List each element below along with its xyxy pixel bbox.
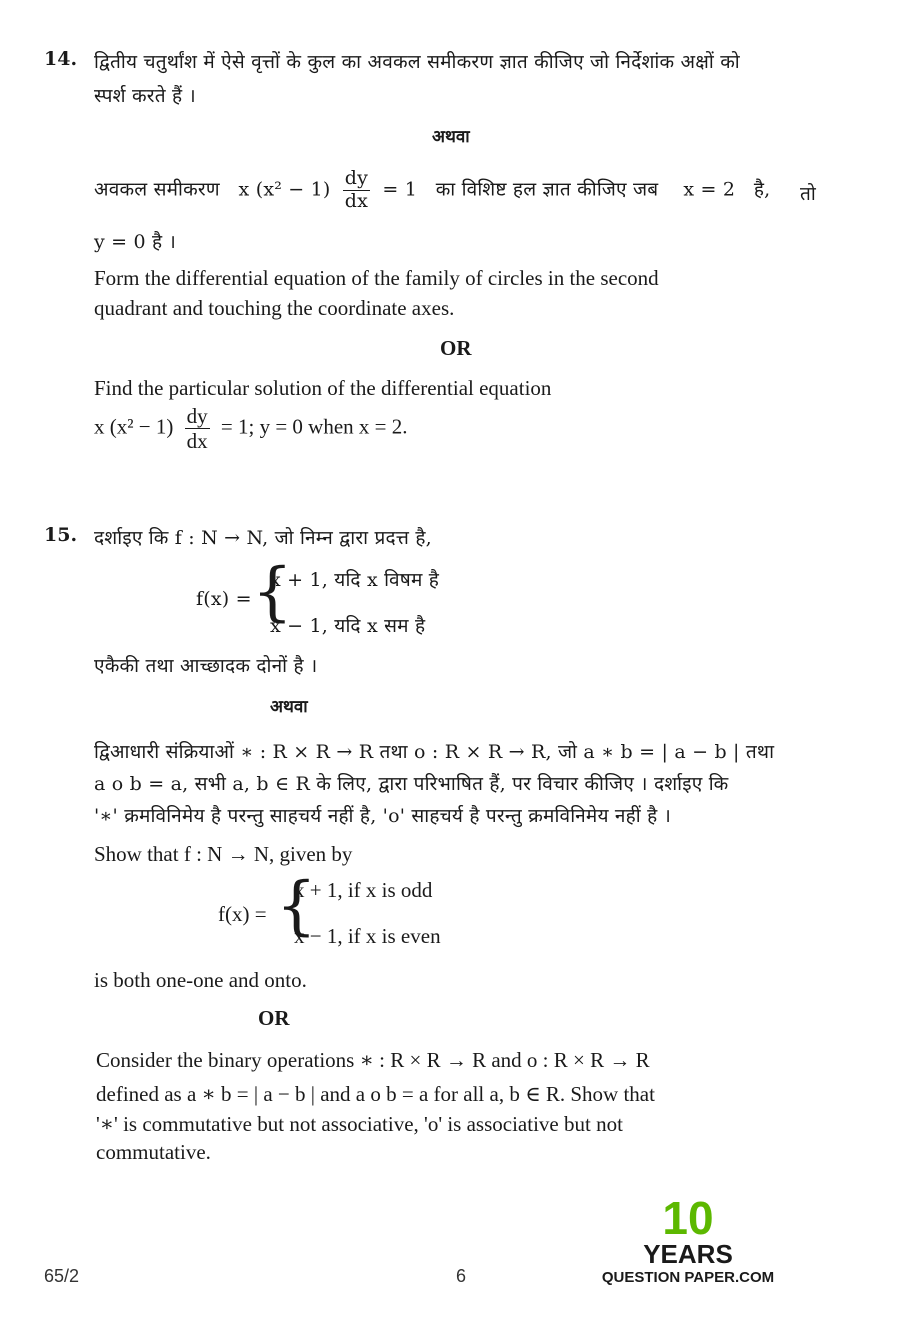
q14-english-or-line-1: Find the particular solution of the differential equation	[94, 376, 552, 400]
q15-english-fx: f(x) =	[218, 902, 267, 926]
q14-english-line-1: Form the differential equation of the family of circles in the second	[94, 266, 659, 290]
q14-hindi-or-eq-left: x (x² − 1)	[238, 178, 331, 201]
q14-hindi-or-condition: x = 2	[683, 178, 736, 201]
q14-english-line-2: quadrant and touching the coordinate axes.	[94, 296, 455, 320]
q14-hindi-or-derivative	[343, 168, 370, 213]
q14-english-or-equation	[94, 404, 408, 453]
question-number-15: 15.	[44, 524, 78, 546]
q14-or-separator: OR	[440, 336, 472, 360]
q15-hindi-left-brace: {	[252, 555, 293, 629]
q15-hindi-or-line-1: द्विआधारी संक्रियाओं ∗ : R × R → R तथा o : R × R → R, जो a ∗ b = | a − b | तथा	[94, 741, 775, 763]
q14-hindi-line-2: स्पर्श करते हैं ।	[94, 85, 196, 107]
q14-english-or-eq-right: = 1; y = 0 when x = 2.	[220, 414, 408, 439]
q15-or-separator: OR	[258, 1006, 290, 1030]
logo-years: YEARS	[643, 1239, 733, 1269]
page-number: 6	[456, 1266, 467, 1286]
paper-code: 65/2	[44, 1266, 80, 1286]
q15-english-line-2: is both one-one and onto.	[94, 968, 307, 992]
q15-hindi-or-line-2: a o b = a, सभी a, b ∈ R के लिए, द्वारा परिभाषित हैं, पर विचार कीजिए । दर्शाइए कि	[94, 773, 729, 795]
q15-english-left-brace: {	[276, 869, 317, 943]
logo-site: QUESTION PAPER.COM	[601, 1269, 775, 1286]
q14-hindi-or-hai: है,	[753, 178, 771, 201]
q15-english-or-line-1: Consider the binary operations ∗ : R × R → R and o : R × R → R	[96, 1048, 650, 1072]
q15-hindi-fx: f(x) =	[196, 588, 252, 610]
q15-hindi-case-2: x − 1, यदि x सम है	[270, 615, 426, 637]
derivative-numerator: dy	[344, 167, 369, 189]
q14-hindi-or-question	[94, 168, 770, 213]
q14-hindi-line-1: द्वितीय चतुर्थांश में ऐसे वृत्तों के कुल का अवकल समीकरण ज्ञात कीजिए जो निर्देशांक अक्षों को	[94, 51, 740, 73]
q15-hindi-line-1: दर्शाइए कि f : N → N, जो निम्न द्वारा प्रदत्त है,	[94, 527, 432, 549]
q14-hindi-or-prefix: अवकल समीकरण	[94, 178, 220, 201]
q15-english-or-line-3: '∗' is commutative but not associative, 'o' is associative but not	[96, 1112, 623, 1136]
q14-hindi-or-middle: का विशिष्ट हल ज्ञात कीजिए जब	[435, 178, 659, 201]
q15-english-case-1: x + 1, if x is odd	[294, 878, 433, 902]
question-number-14: 14.	[44, 48, 78, 70]
derivative-denominator: dx	[344, 189, 369, 212]
ten-years-logo	[588, 1192, 788, 1288]
q15-athva-separator: अथवा	[270, 697, 308, 717]
q14-hindi-or-to: तो	[800, 183, 816, 205]
q14-hindi-or-line-2: y = 0 है ।	[94, 231, 176, 253]
q15-hindi-or-line-3: '∗' क्रमविनिमेय है परन्तु साहचर्य नहीं है, 'o' साहचर्य है परन्तु क्रमविनिमेय नहीं है ।	[94, 805, 672, 827]
q15-english-line-1: Show that f : N → N, given by	[94, 842, 353, 866]
q15-english-or-line-2: defined as a ∗ b = | a − b | and a o b = a for all a, b ∈ R. Show that	[96, 1082, 655, 1106]
q15-english-or-line-4: commutative.	[96, 1140, 211, 1164]
q14-hindi-or-eq-right: = 1	[382, 178, 417, 201]
derivative-numerator: dy	[186, 404, 208, 428]
q14-english-or-derivative	[185, 404, 210, 453]
derivative-denominator: dx	[186, 429, 208, 454]
q14-athva-separator: अथवा	[432, 127, 470, 147]
logo-number: 10	[662, 1192, 714, 1244]
q15-english-case-2: x − 1, if x is even	[294, 924, 441, 948]
q15-hindi-case-1: x + 1, यदि x विषम है	[270, 569, 440, 591]
q15-hindi-line-2: एकैकी तथा आच्छादक दोनों है ।	[94, 655, 318, 677]
q14-english-or-eq-left: x (x² − 1)	[94, 414, 174, 439]
